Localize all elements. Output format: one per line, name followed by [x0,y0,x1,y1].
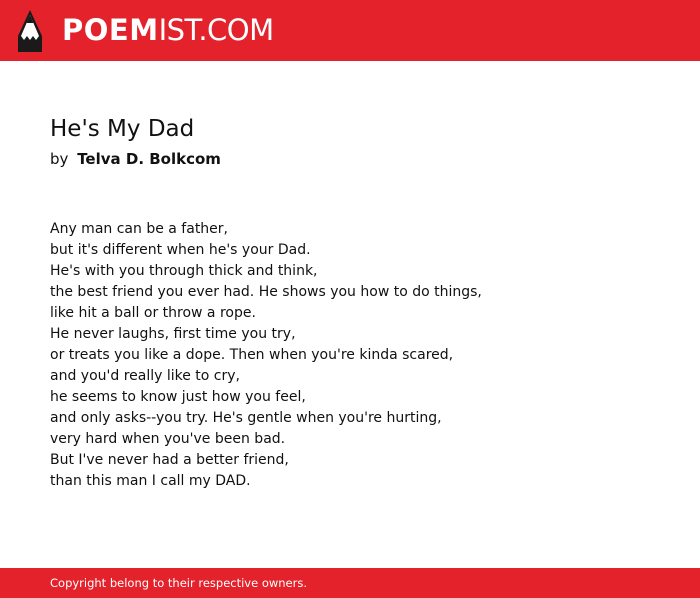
poem-title: He's My Dad [50,116,195,142]
poem-line: the best friend you ever had. He shows you how to do things, [50,284,482,300]
by-label: by [50,150,69,168]
poem-line: Any man can be a father, [50,221,228,237]
byline [50,150,221,168]
author-name: Telva D. Bolkcom [77,150,221,168]
site-footer [0,568,700,598]
poem-line: But I've never had a better friend, [50,452,289,468]
poem-line: he seems to know just how you feel, [50,389,306,405]
copyright-text: Copyright belong to their respective owners. [50,576,308,590]
poem-line: and only asks--you try. He's gentle when you're hurting, [50,410,442,426]
poem-body [50,219,670,492]
poem-line: or treats you like a dope. Then when you're kinda scared, [50,347,454,363]
poem-line: and you'd really like to cry, [50,368,240,384]
site-header [0,0,700,61]
site-logo[interactable] [62,12,274,48]
poem-line: than this man I call my DAD. [50,473,251,489]
logo-bold-text: POEM [62,13,159,47]
poem-line: very hard when you've been bad. [50,431,286,447]
poem-line: He's with you through thick and think, [50,263,318,279]
pencil-icon[interactable] [18,10,42,52]
poem-line: like hit a ball or throw a rope. [50,305,256,321]
logo-light-text: IST.COM [158,13,274,47]
poem-line: He never laughs, first time you try, [50,326,296,342]
poem-line: but it's different when he's your Dad. [50,242,311,258]
